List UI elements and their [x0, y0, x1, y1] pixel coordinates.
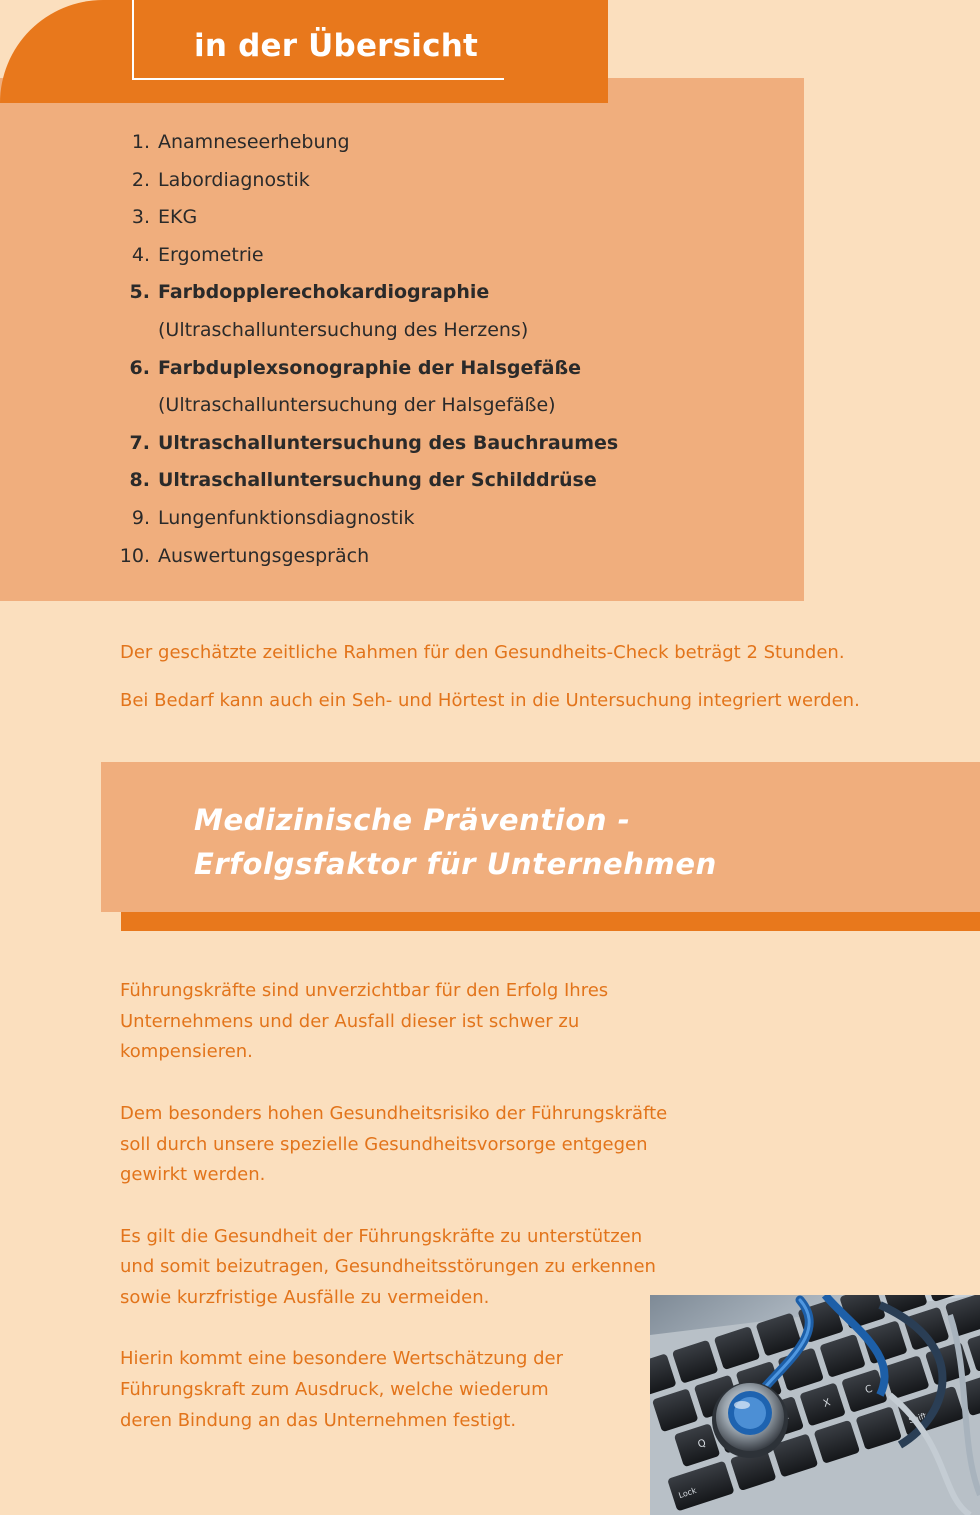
- section-title: Medizinische Prävention - Erfolgsfaktor für Unternehmen: [194, 803, 717, 881]
- optional-note: Bei Bedarf kann auch ein Seh- und Hörtest in die Untersuchung integriert werden.: [120, 690, 860, 711]
- paragraph: Es gilt die Gesundheit der Führungskräfte zu unterstützen und somit beizutragen, Gesundheitsstörungen zu erkennen sowie kurzfristige Ausfälle zu vermeiden.: [120, 1225, 656, 1308]
- stethoscope-icon: [712, 1382, 788, 1458]
- paragraph: Hierin kommt eine besondere Wertschätzung der Führungskraft zum Ausdruck, welche wiederum deren Bindung an das Unternehmen festigt.: [120, 1348, 564, 1431]
- keycap-label: C: [863, 1383, 874, 1397]
- keycap-label: X: [822, 1397, 832, 1410]
- keycap-label: Q: [696, 1437, 708, 1451]
- keycap-label: Shift: [907, 1411, 928, 1426]
- page-title: in der Übersicht: [194, 28, 479, 64]
- keycap-label: Lock: [677, 1485, 698, 1501]
- stethoscope-laptop-image: [650, 1295, 980, 1515]
- paragraph: Dem besonders hohen Gesundheitsrisiko der Führungskräfte soll durch unsere spezielle Gesundheitsvorsorge entgegen gewirkt werden.: [120, 1102, 668, 1186]
- stethoscope-laptop-photo: [650, 1295, 980, 1515]
- body-text: [120, 976, 700, 1467]
- section-underline: [121, 912, 980, 931]
- duration-note: Der geschätzte zeitliche Rahmen für den Gesundheits-Check beträgt 2 Stunden.: [120, 642, 845, 663]
- paragraph: Führungskräfte sind unverzichtbar für den Erfolg Ihres Unternehmens und der Ausfall dieser ist schwer zu kompensieren.: [120, 980, 609, 1063]
